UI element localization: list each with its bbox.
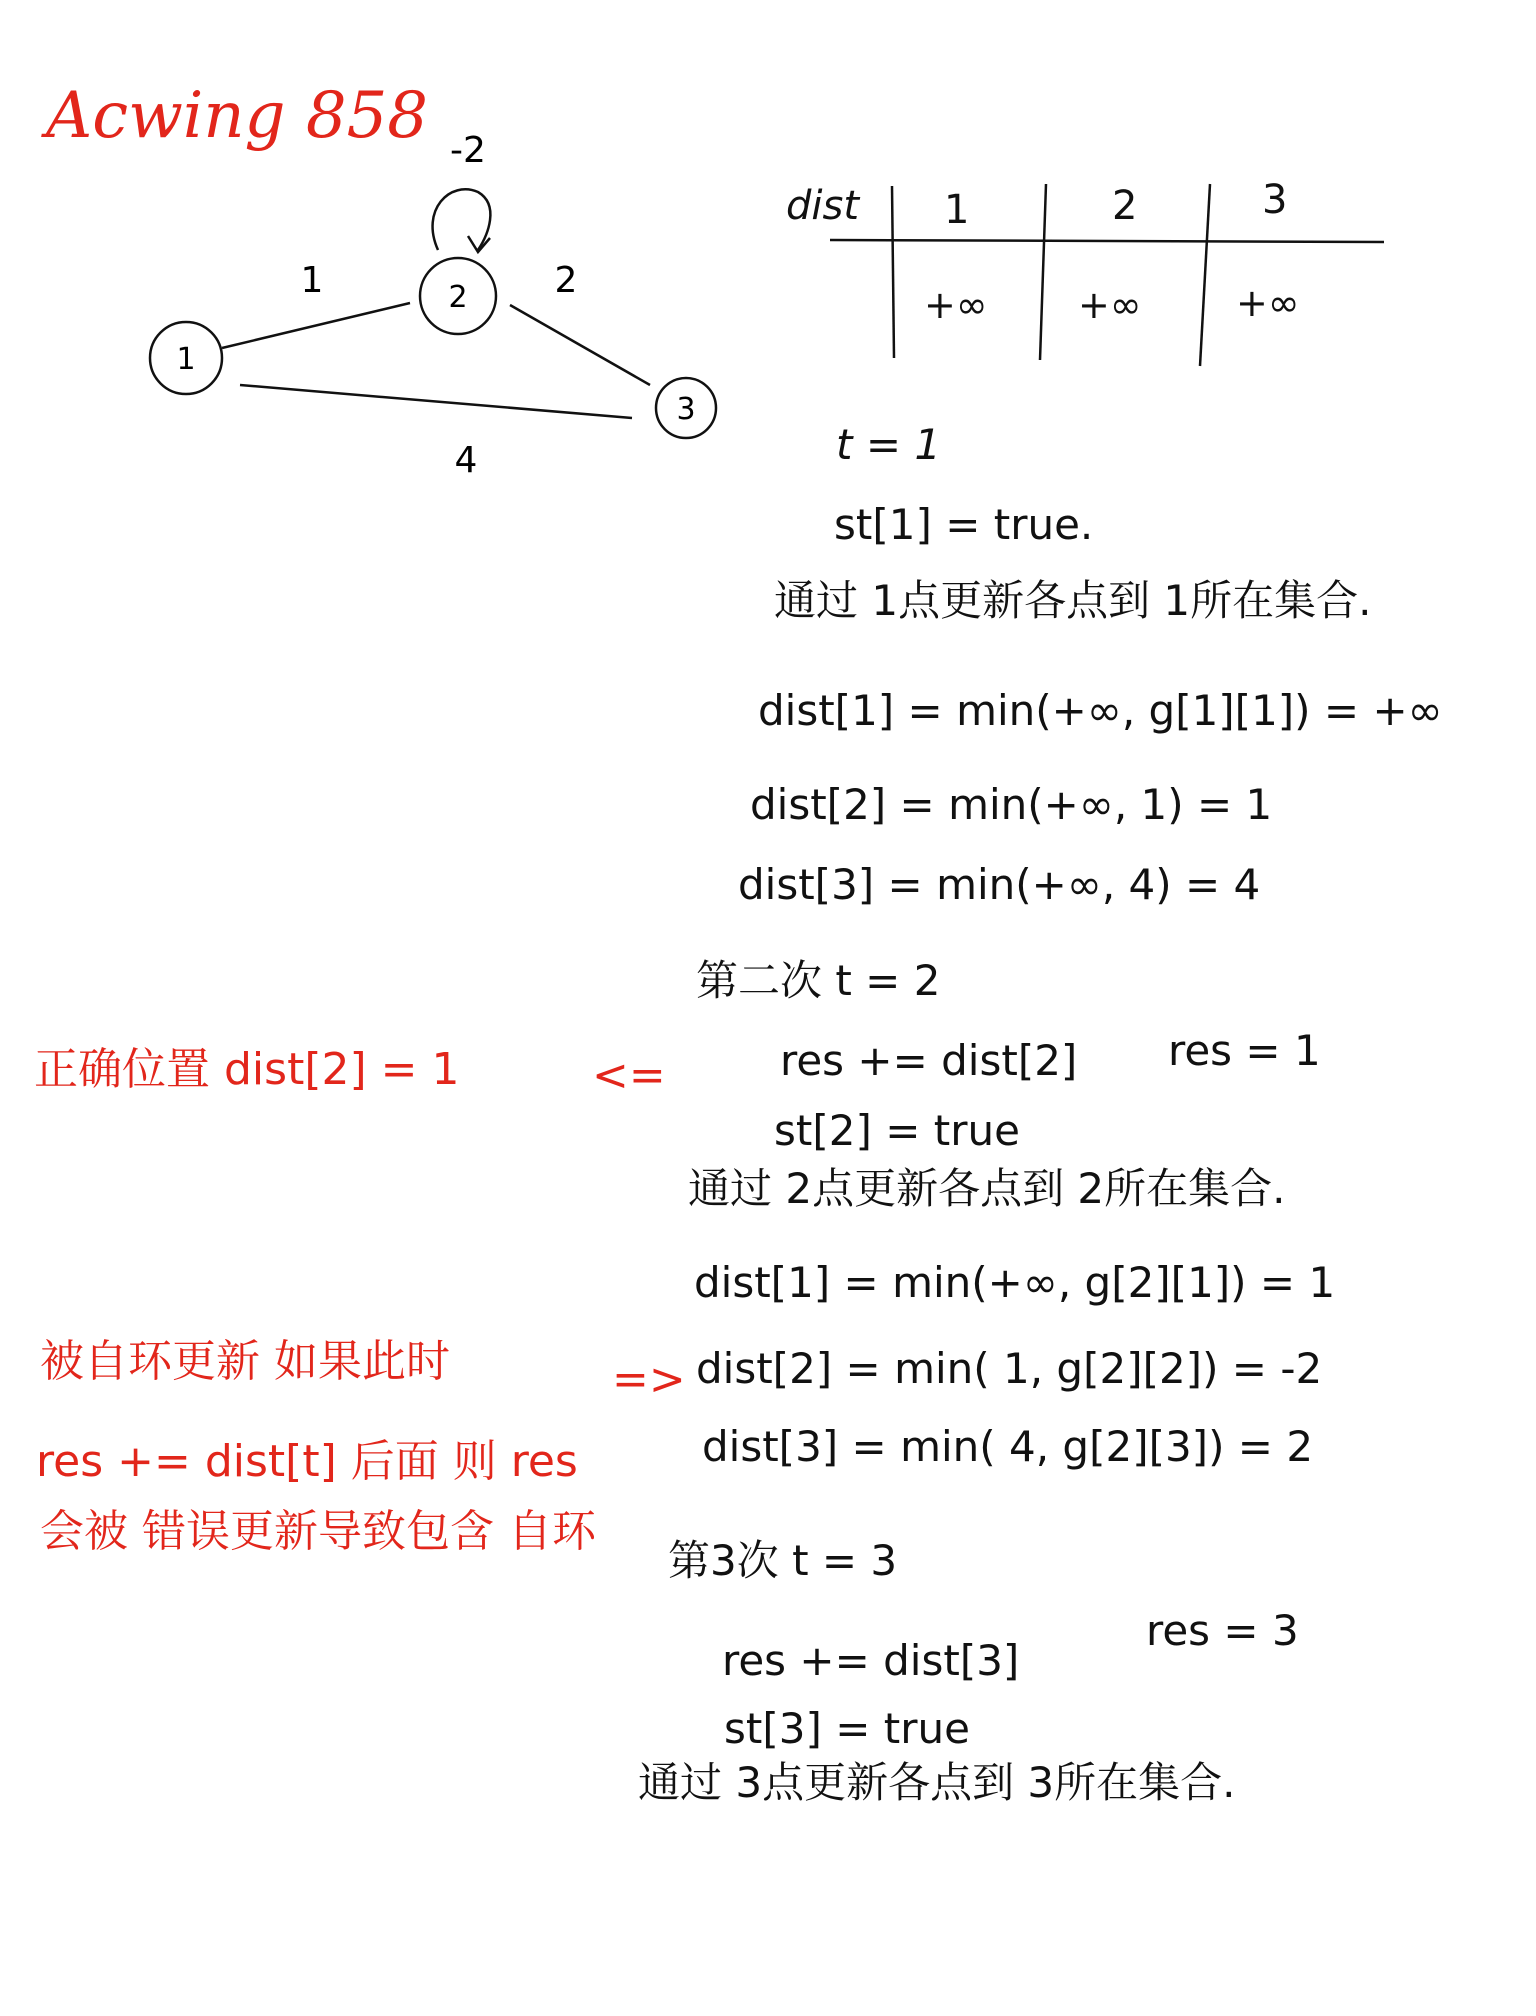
iter2-st: st[2] = true — [774, 1106, 1020, 1155]
table-header-1: 1 — [944, 187, 970, 233]
iter3-res: res += dist[3] — [722, 1636, 1020, 1685]
iter2-dist-line: dist[1] = min(+∞, g[2][1]) = 1 — [694, 1258, 1336, 1307]
table-col-divider — [1040, 184, 1046, 360]
edge-weight-label: 2 — [554, 260, 578, 301]
iter1-t: t = 1 — [836, 420, 942, 469]
table-cell-1: +∞ — [924, 283, 988, 327]
iter1-dist-line: dist[2] = min(+∞, 1) = 1 — [750, 780, 1273, 829]
annotation-selfloop-2: res += dist[t] 后面 则 res — [36, 1436, 578, 1487]
iter3-st: st[3] = true — [724, 1704, 970, 1753]
annotation-correct: 正确位置 dist[2] = 1 — [34, 1044, 460, 1095]
self-loop-2 — [433, 189, 491, 250]
page-title: Acwing 858 — [46, 79, 428, 153]
iter1-dist-line: dist[1] = min(+∞, g[1][1]) = +∞ — [758, 686, 1443, 735]
iter2-res: res += dist[2] — [780, 1036, 1078, 1085]
table-cell-3: +∞ — [1236, 281, 1300, 325]
node-label: 2 — [448, 280, 468, 315]
table-header-rule — [830, 240, 1384, 242]
table-header-3: 3 — [1262, 177, 1288, 223]
edge-2-3 — [510, 305, 650, 385]
table-row-label: dist — [786, 183, 860, 229]
node-label: 3 — [676, 392, 696, 427]
edge-1-2 — [222, 303, 410, 348]
node-label: 1 — [176, 342, 196, 377]
table-col-divider — [1200, 184, 1210, 366]
iter3-res-value: res = 3 — [1146, 1606, 1299, 1655]
iter3-desc: 通过 3点更新各点到 3所在集合. — [638, 1758, 1236, 1807]
iter2-dist-line: dist[2] = min( 1, g[2][2]) = -2 — [696, 1344, 1323, 1393]
annotation-selfloop-3: 会被 错误更新导致包含 自环 — [40, 1506, 596, 1557]
self-loop-arrowhead — [468, 236, 490, 252]
edge-weight-label: -2 — [450, 130, 486, 171]
edge-1-3 — [240, 385, 632, 418]
annotation-arrow-right: => — [612, 1354, 686, 1405]
annotation-arrow-left: <= — [592, 1050, 666, 1101]
iter1-dist-line: dist[3] = min(+∞, 4) = 4 — [738, 860, 1261, 909]
iter3-t: 第3次 t = 3 — [668, 1536, 898, 1585]
iter2-dist-line: dist[3] = min( 4, g[2][3]) = 2 — [702, 1422, 1314, 1471]
iter2-desc: 通过 2点更新各点到 2所在集合. — [688, 1164, 1286, 1213]
annotation-selfloop-1: 被自环更新 如果此时 — [40, 1336, 450, 1387]
iter2-res-value: res = 1 — [1168, 1026, 1321, 1075]
table-header-2: 2 — [1112, 183, 1138, 229]
edge-weight-label: 4 — [454, 440, 478, 481]
table-col-divider — [892, 186, 894, 358]
iter1-desc: 通过 1点更新各点到 1所在集合. — [774, 576, 1372, 625]
iter1-st: st[1] = true. — [834, 500, 1094, 549]
iter2-t: 第二次 t = 2 — [696, 956, 941, 1005]
table-cell-2: +∞ — [1078, 283, 1142, 327]
edge-weight-label: 1 — [300, 260, 324, 301]
